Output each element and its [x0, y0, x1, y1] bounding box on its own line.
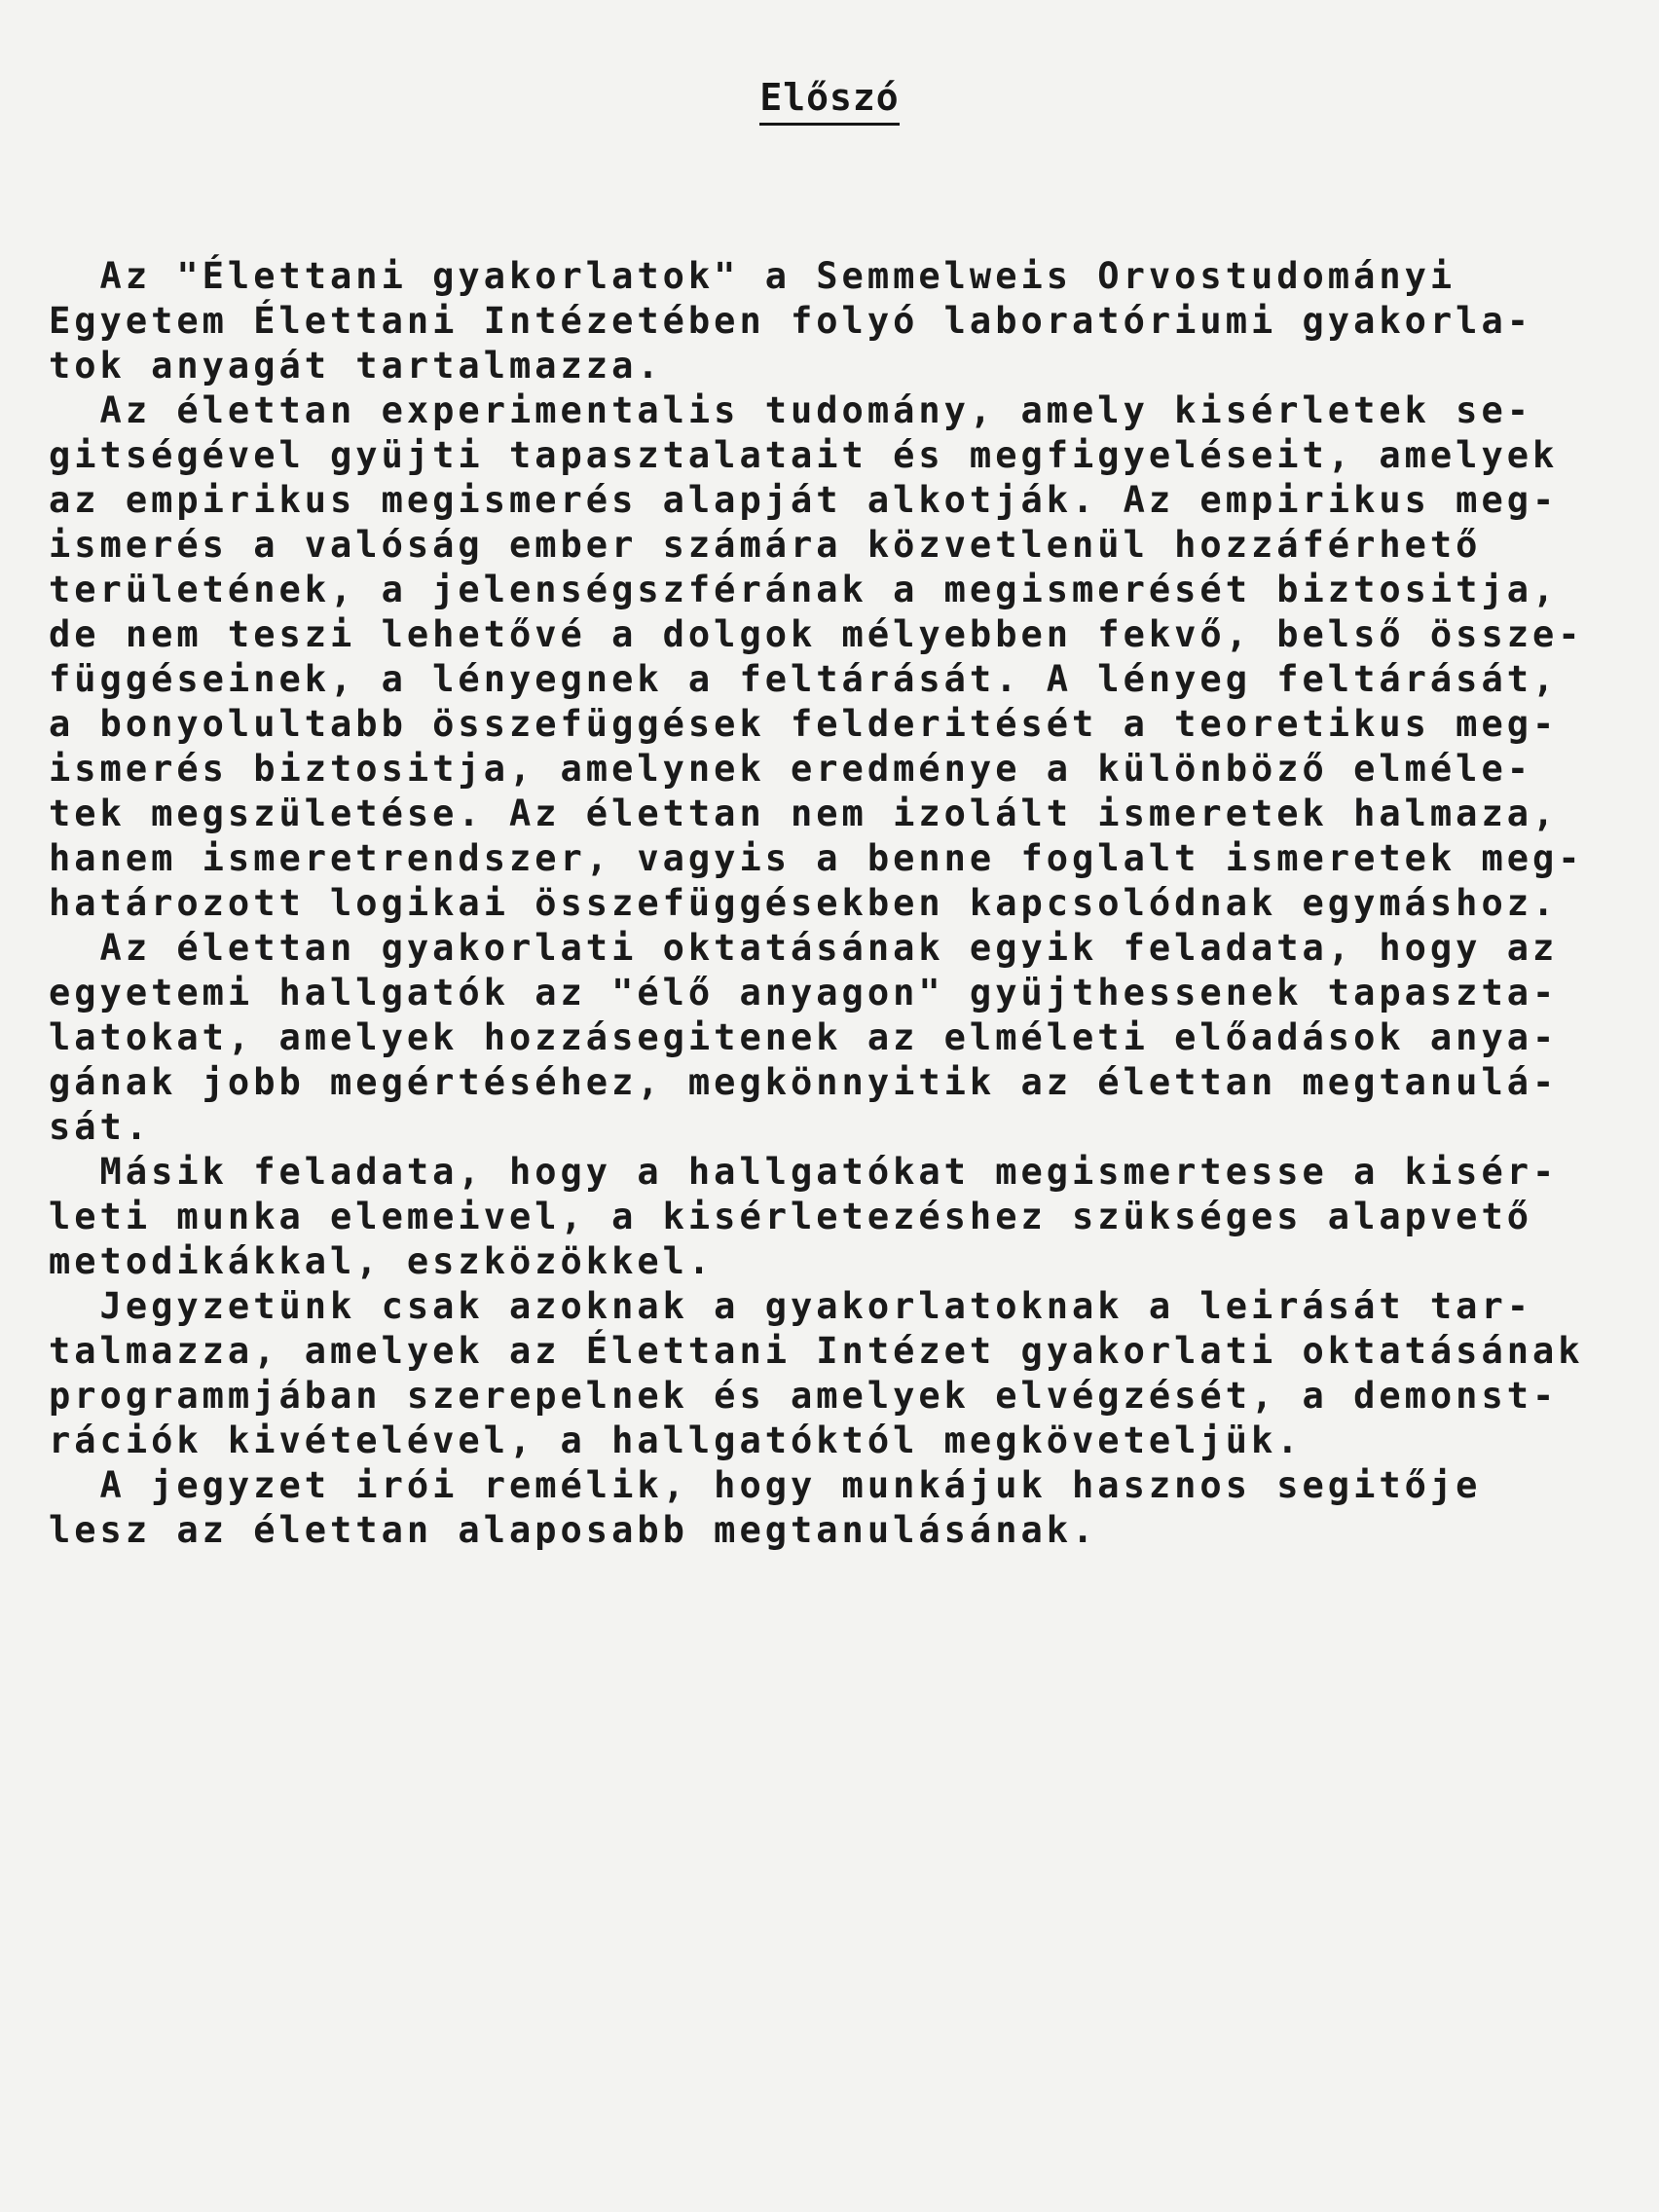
text-line: Az élettan gyakorlati oktatásának egyik feladata, hogy az — [49, 927, 1559, 969]
text-line: tek megszületése. Az élettan nem izolált ismeretek halmaza, — [49, 793, 1559, 834]
text-line: Jegyzetünk csak azoknak a gyakorlatoknak a leirását tar- — [49, 1285, 1533, 1327]
text-line: latokat, amelyek hozzásegitenek az elméleti előadások anya- — [49, 1016, 1559, 1058]
text-line: leti munka elemeivel, a kisérletezéshez szükséges alapvető — [49, 1196, 1533, 1237]
text-line: függéseinek, a lényegnek a feltárását. A lényeg feltárását, — [49, 658, 1559, 700]
text-line: Az élettan experimentalis tudomány, amely kisérletek se- — [49, 389, 1533, 431]
text-line: ismerés biztositja, amelynek eredménye a különböző elméle- — [49, 748, 1533, 790]
text-line: ismerés a valóság ember számára közvetlenül hozzáférhető — [49, 524, 1482, 566]
text-line: Az "Élettani gyakorlatok" a Semmelweis Orvostudományi — [49, 255, 1456, 297]
text-line: területének, a jelenségszférának a megismerését biztositja, — [49, 569, 1559, 610]
text-line: a bonyolultabb összefüggések felderitését a teoretikus meg- — [49, 703, 1559, 745]
text-line: gának jobb megértéséhez, megkönnyitik az élettan megtanulá- — [49, 1061, 1559, 1103]
text-line: tok anyagát tartalmazza. — [49, 345, 663, 387]
text-line: sát. — [49, 1106, 152, 1148]
text-line: de nem teszi lehetővé a dolgok mélyebben fekvő, belső össze- — [49, 613, 1584, 655]
text-line: programmjában szerepelnek és amelyek elvégzését, a demonst- — [49, 1375, 1559, 1417]
title-text: Előszó — [759, 76, 899, 126]
text-line: az empirikus megismerés alapját alkotják. Az empirikus meg- — [49, 479, 1559, 521]
text-line: hanem ismeretrendszer, vagyis a benne foglalt ismeretek meg- — [49, 837, 1584, 879]
text-line: Egyetem Élettani Intézetében folyó laboratóriumi gyakorla- — [49, 300, 1533, 342]
text-line: lesz az élettan alaposabb megtanulásának. — [49, 1509, 1098, 1551]
text-line: Másik feladata, hogy a hallgatókat megismertesse a kisér- — [49, 1151, 1559, 1193]
text-line: metodikákkal, eszközökkel. — [49, 1240, 715, 1282]
page-title — [0, 76, 1659, 119]
text-line: rációk kivételével, a hallgatóktól megköveteljük. — [49, 1419, 1303, 1461]
text-line: határozott logikai összefüggésekben kapcsolódnak egymáshoz. — [49, 882, 1559, 924]
text-line: gitségével gyüjti tapasztalatait és megfigyeléseit, amelyek — [49, 434, 1559, 476]
text-line: A jegyzet irói remélik, hogy munkájuk hasznos segitője — [49, 1464, 1482, 1506]
text-line: egyetemi hallgatók az "élő anyagon" gyüjthessenek tapaszta- — [49, 972, 1559, 1014]
text-line: talmazza, amelyek az Élettani Intézet gyakorlati oktatásának — [49, 1330, 1584, 1372]
